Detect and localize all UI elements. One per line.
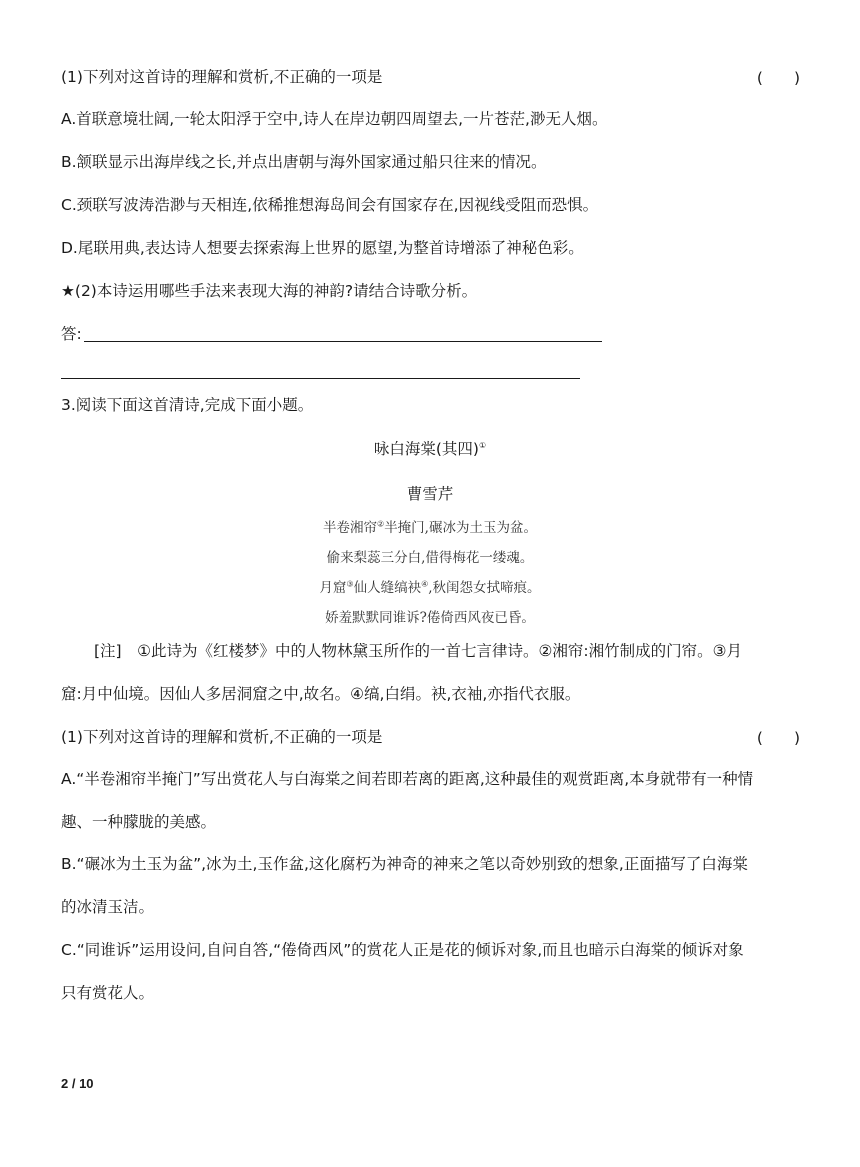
answer-label: 答: (61, 325, 82, 343)
answer-bracket-2: ( ) (756, 729, 800, 747)
question-3-1-stem: (1)下列对这首诗的理解和赏析,不正确的一项是 (61, 728, 383, 746)
poem-line-3: 月窟③仙人缝缟袂④,秋闺怨女拭啼痕。 (319, 579, 541, 596)
option-3b-line-1: B.“碾冰为土玉为盆”,冰为土,玉作盆,这化腐朽为神奇的神来之笔以奇妙别致的想象,正面描写了白海棠 (61, 855, 748, 873)
footnote-marker: ① (478, 440, 487, 450)
poem-title: 咏白海棠(其四)① (373, 440, 487, 458)
option-3a-line-2: 趣、一种朦胧的美感。 (61, 813, 217, 831)
answer-bracket: ( ) (756, 69, 800, 87)
option-b: B.颔联显示出海岸线之长,并点出唐朝与海外国家通过船只往来的情况。 (61, 153, 547, 171)
notes-line-1: [注] ①此诗为《红楼梦》中的人物林黛玉所作的一首七言律诗。②湘帘:湘竹制成的门帘。③月 (94, 642, 743, 660)
poem-author: 曹雪芹 (406, 485, 454, 503)
option-a: A.首联意境壮阔,一轮太阳浮于空中,诗人在岸边朝四周望去,一片苍茫,渺无人烟。 (61, 110, 608, 128)
poem-line-1: 半卷湘帘②半掩门,碾冰为土玉为盆。 (323, 519, 537, 536)
option-3c-line-2: 只有赏花人。 (61, 984, 155, 1002)
poem-line-2: 偷来梨蕊三分白,借得梅花一缕魂。 (326, 550, 534, 566)
option-3b-line-2: 的冰清玉洁。 (61, 898, 155, 916)
option-d: D.尾联用典,表达诗人想要去探索海上世界的愿望,为整首诗增添了神秘色彩。 (61, 239, 584, 257)
poem-line-4: 娇羞默默同谁诉?倦倚西风夜已昏。 (325, 610, 535, 626)
question-1-stem: (1)下列对这首诗的理解和赏析,不正确的一项是 (61, 68, 383, 86)
answer-line-2[interactable] (61, 378, 580, 379)
question-2-stem: ★(2)本诗运用哪些手法来表现大海的神韵?请结合诗歌分析。 (61, 282, 478, 300)
answer-line-1[interactable] (84, 341, 602, 342)
option-c: C.颈联写波涛浩渺与天相连,依稀推想海岛间会有国家存在,因视线受阻而恐惧。 (61, 196, 599, 214)
option-3c-line-1: C.“同谁诉”运用设问,自问自答,“倦倚西风”的赏花人正是花的倾诉对象,而且也暗示白海棠的倾诉对象 (61, 941, 744, 959)
question-3-intro: 3.阅读下面这首清诗,完成下面小题。 (61, 396, 314, 414)
notes-line-2: 窟:月中仙境。因仙人多居洞窟之中,故名。④缟,白绢。袂,衣袖,亦指代衣服。 (61, 685, 581, 703)
option-3a-line-1: A.“半卷湘帘半掩门”写出赏花人与白海棠之间若即若离的距离,这种最佳的观赏距离,本身就带有一种情 (61, 770, 754, 788)
page-number: 2 / 10 (61, 1076, 94, 1091)
